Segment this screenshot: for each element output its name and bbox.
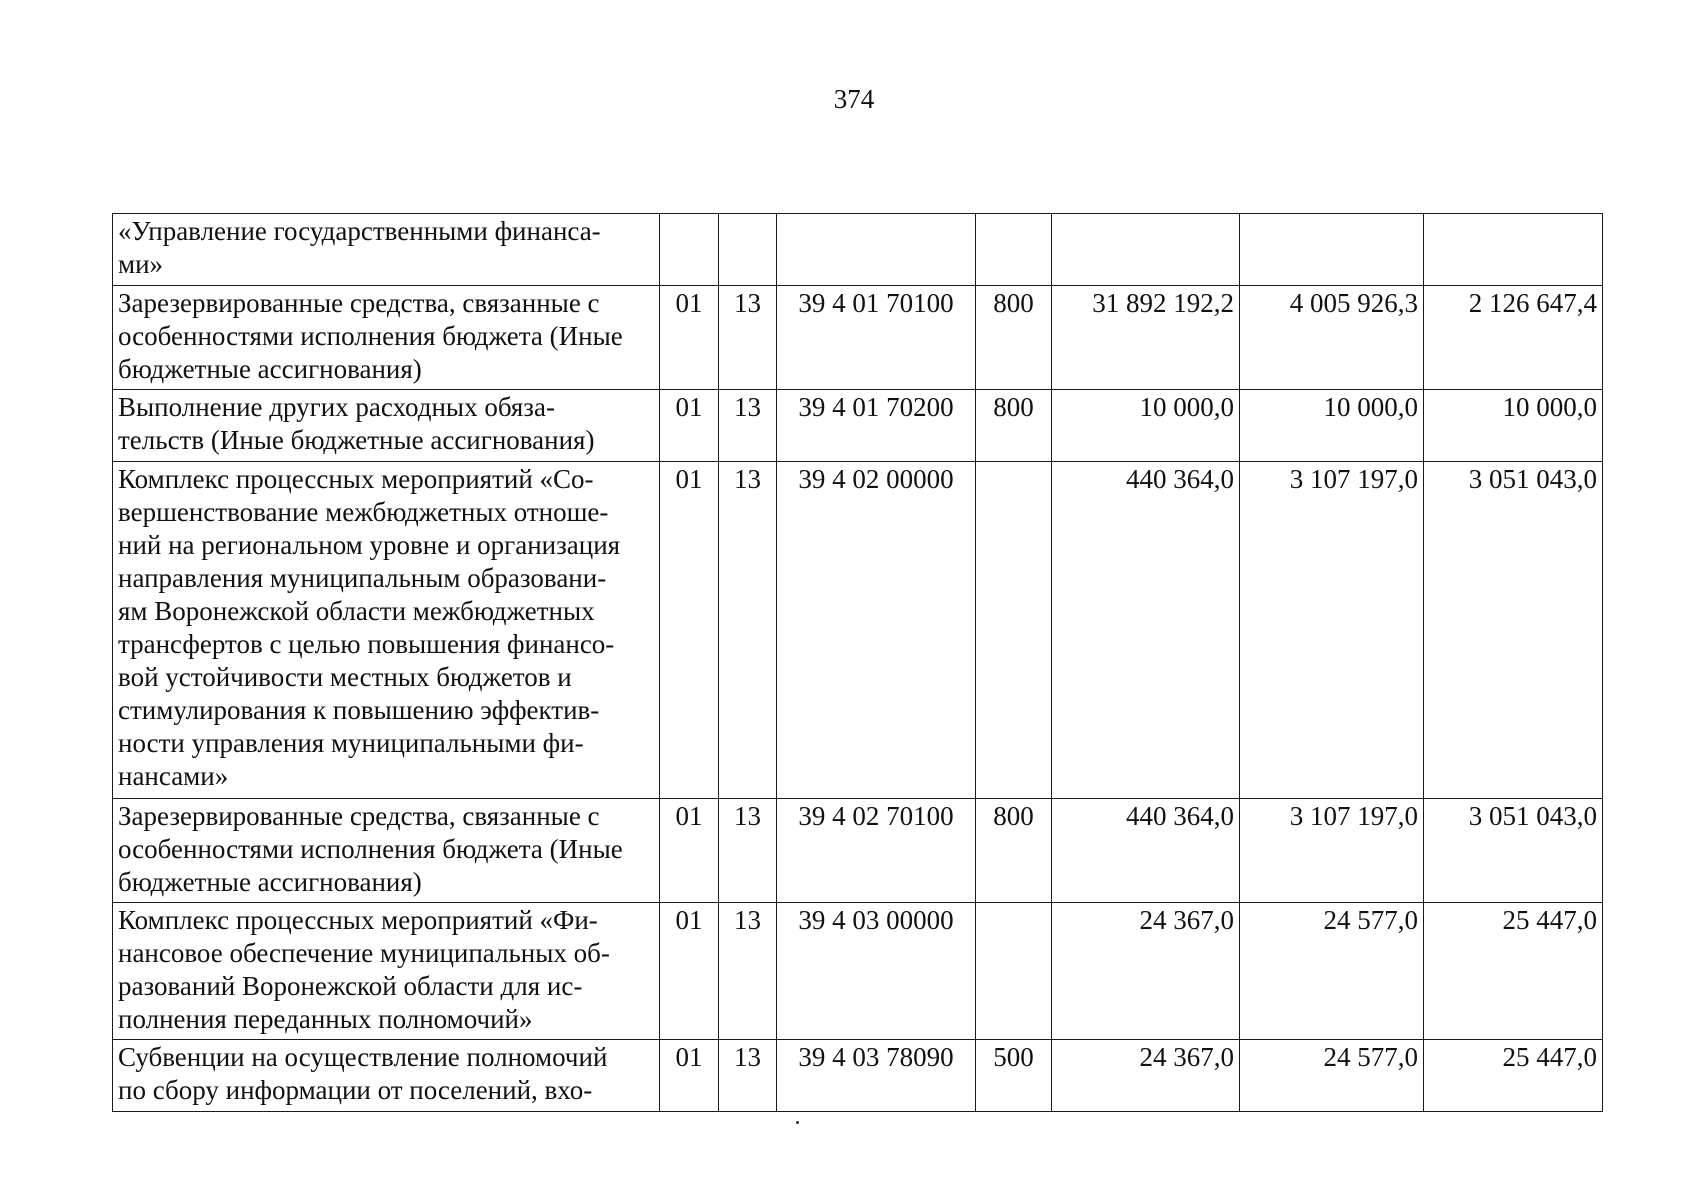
page-number: 374 <box>833 84 875 114</box>
description-line: ний на региональном уровне и организация <box>118 530 621 560</box>
description-line: нансовое обеспечение муниципальных об- <box>118 938 610 968</box>
cell-amount-1: 440 364,0 <box>1052 799 1240 903</box>
cell-csr: 39 4 02 00000 <box>777 462 976 799</box>
cell-amount-3: 2 126 647,4 <box>1424 286 1603 390</box>
cell-pr: 13 <box>719 799 777 903</box>
table-row <box>113 286 1603 390</box>
cell-description <box>113 903 660 1040</box>
table-row <box>113 903 1603 1040</box>
cell-amount-3: 25 447,0 <box>1424 1040 1603 1112</box>
description-line: разований Воронежской области для ис- <box>118 971 583 1001</box>
cell-amount-2: 24 577,0 <box>1240 1040 1424 1112</box>
cell-amount-2: 3 107 197,0 <box>1240 462 1424 799</box>
table-row <box>113 1040 1603 1112</box>
cell-csr: 39 4 03 00000 <box>777 903 976 1040</box>
cell-description <box>113 1040 660 1112</box>
cell-amount-2: 10 000,0 <box>1240 390 1424 462</box>
cell-pr <box>719 214 777 286</box>
description-line: бюджетные ассигнования) <box>118 867 422 897</box>
cell-amount-3: 3 051 043,0 <box>1424 462 1603 799</box>
cell-amount-2 <box>1240 214 1424 286</box>
cell-pr: 13 <box>719 1040 777 1112</box>
description-line: Зарезервированные средства, связанные с <box>118 801 600 831</box>
description-line: трансфертов с целью повышения финансо- <box>118 629 615 659</box>
cell-amount-1: 24 367,0 <box>1052 903 1240 1040</box>
cell-amount-2: 3 107 197,0 <box>1240 799 1424 903</box>
description-line: вой устойчивости местных бюджетов и <box>118 662 572 692</box>
table-body <box>113 214 1603 1112</box>
cell-vr <box>976 462 1052 799</box>
cell-rz: 01 <box>660 462 719 799</box>
description-line: полнения переданных полномочий» <box>118 1004 533 1034</box>
cell-amount-3: 3 051 043,0 <box>1424 799 1603 903</box>
description-line: вершенствование межбюджетных отноше- <box>118 497 609 527</box>
cell-amount-3: 10 000,0 <box>1424 390 1603 462</box>
description-line: стимулирования к повышению эффектив- <box>118 695 600 725</box>
description-line: тельств (Иные бюджетные ассигнования) <box>118 425 595 455</box>
table-row <box>113 390 1603 462</box>
cell-description <box>113 286 660 390</box>
cell-vr <box>976 903 1052 1040</box>
description-line: Комплекс процессных мероприятий «Фи- <box>118 905 598 935</box>
table-row <box>113 799 1603 903</box>
table-row <box>113 462 1603 799</box>
cell-vr: 800 <box>976 390 1052 462</box>
cell-amount-1: 10 000,0 <box>1052 390 1240 462</box>
description-line: ми» <box>118 249 164 279</box>
cell-vr: 800 <box>976 799 1052 903</box>
cell-csr: 39 4 03 78090 <box>777 1040 976 1112</box>
description-line: особенностями исполнения бюджета (Иные <box>118 834 623 864</box>
cell-vr: 800 <box>976 286 1052 390</box>
cell-amount-3: 25 447,0 <box>1424 903 1603 1040</box>
cell-amount-1 <box>1052 214 1240 286</box>
description-line: «Управление государственными финанса- <box>118 216 601 246</box>
stray-dot-mark <box>796 1121 799 1124</box>
cell-pr: 13 <box>719 390 777 462</box>
description-line: направления муниципальным образовани- <box>118 563 607 593</box>
cell-description <box>113 462 660 799</box>
description-line: особенностями исполнения бюджета (Иные <box>118 321 623 351</box>
description-line: Комплекс процессных мероприятий «Со- <box>118 464 594 494</box>
description-line: ности управления муниципальными фи- <box>118 728 584 758</box>
description-line: нансами» <box>118 761 229 791</box>
cell-vr: 500 <box>976 1040 1052 1112</box>
cell-amount-1: 440 364,0 <box>1052 462 1240 799</box>
cell-csr <box>777 214 976 286</box>
cell-amount-2: 4 005 926,3 <box>1240 286 1424 390</box>
description-line: по сбору информации от поселений, вхо- <box>118 1075 593 1105</box>
cell-rz: 01 <box>660 286 719 390</box>
cell-amount-3 <box>1424 214 1603 286</box>
cell-pr: 13 <box>719 286 777 390</box>
description-line: Субвенции на осуществление полномочий <box>118 1042 608 1072</box>
cell-amount-2: 24 577,0 <box>1240 903 1424 1040</box>
cell-rz <box>660 214 719 286</box>
cell-amount-1: 31 892 192,2 <box>1052 286 1240 390</box>
cell-vr <box>976 214 1052 286</box>
budget-table <box>112 213 1603 1112</box>
cell-rz: 01 <box>660 799 719 903</box>
cell-description <box>113 214 660 286</box>
cell-amount-1: 24 367,0 <box>1052 1040 1240 1112</box>
table-row <box>113 214 1603 286</box>
description-line: Выполнение других расходных обяза- <box>118 392 555 422</box>
cell-pr: 13 <box>719 462 777 799</box>
cell-csr: 39 4 01 70100 <box>777 286 976 390</box>
cell-pr: 13 <box>719 903 777 1040</box>
cell-csr: 39 4 01 70200 <box>777 390 976 462</box>
cell-csr: 39 4 02 70100 <box>777 799 976 903</box>
cell-rz: 01 <box>660 1040 719 1112</box>
description-line: бюджетные ассигнования) <box>118 354 422 384</box>
cell-description <box>113 390 660 462</box>
description-line: ям Воронежской области межбюджетных <box>118 596 595 626</box>
cell-description <box>113 799 660 903</box>
cell-rz: 01 <box>660 390 719 462</box>
description-line: Зарезервированные средства, связанные с <box>118 288 600 318</box>
cell-rz: 01 <box>660 903 719 1040</box>
